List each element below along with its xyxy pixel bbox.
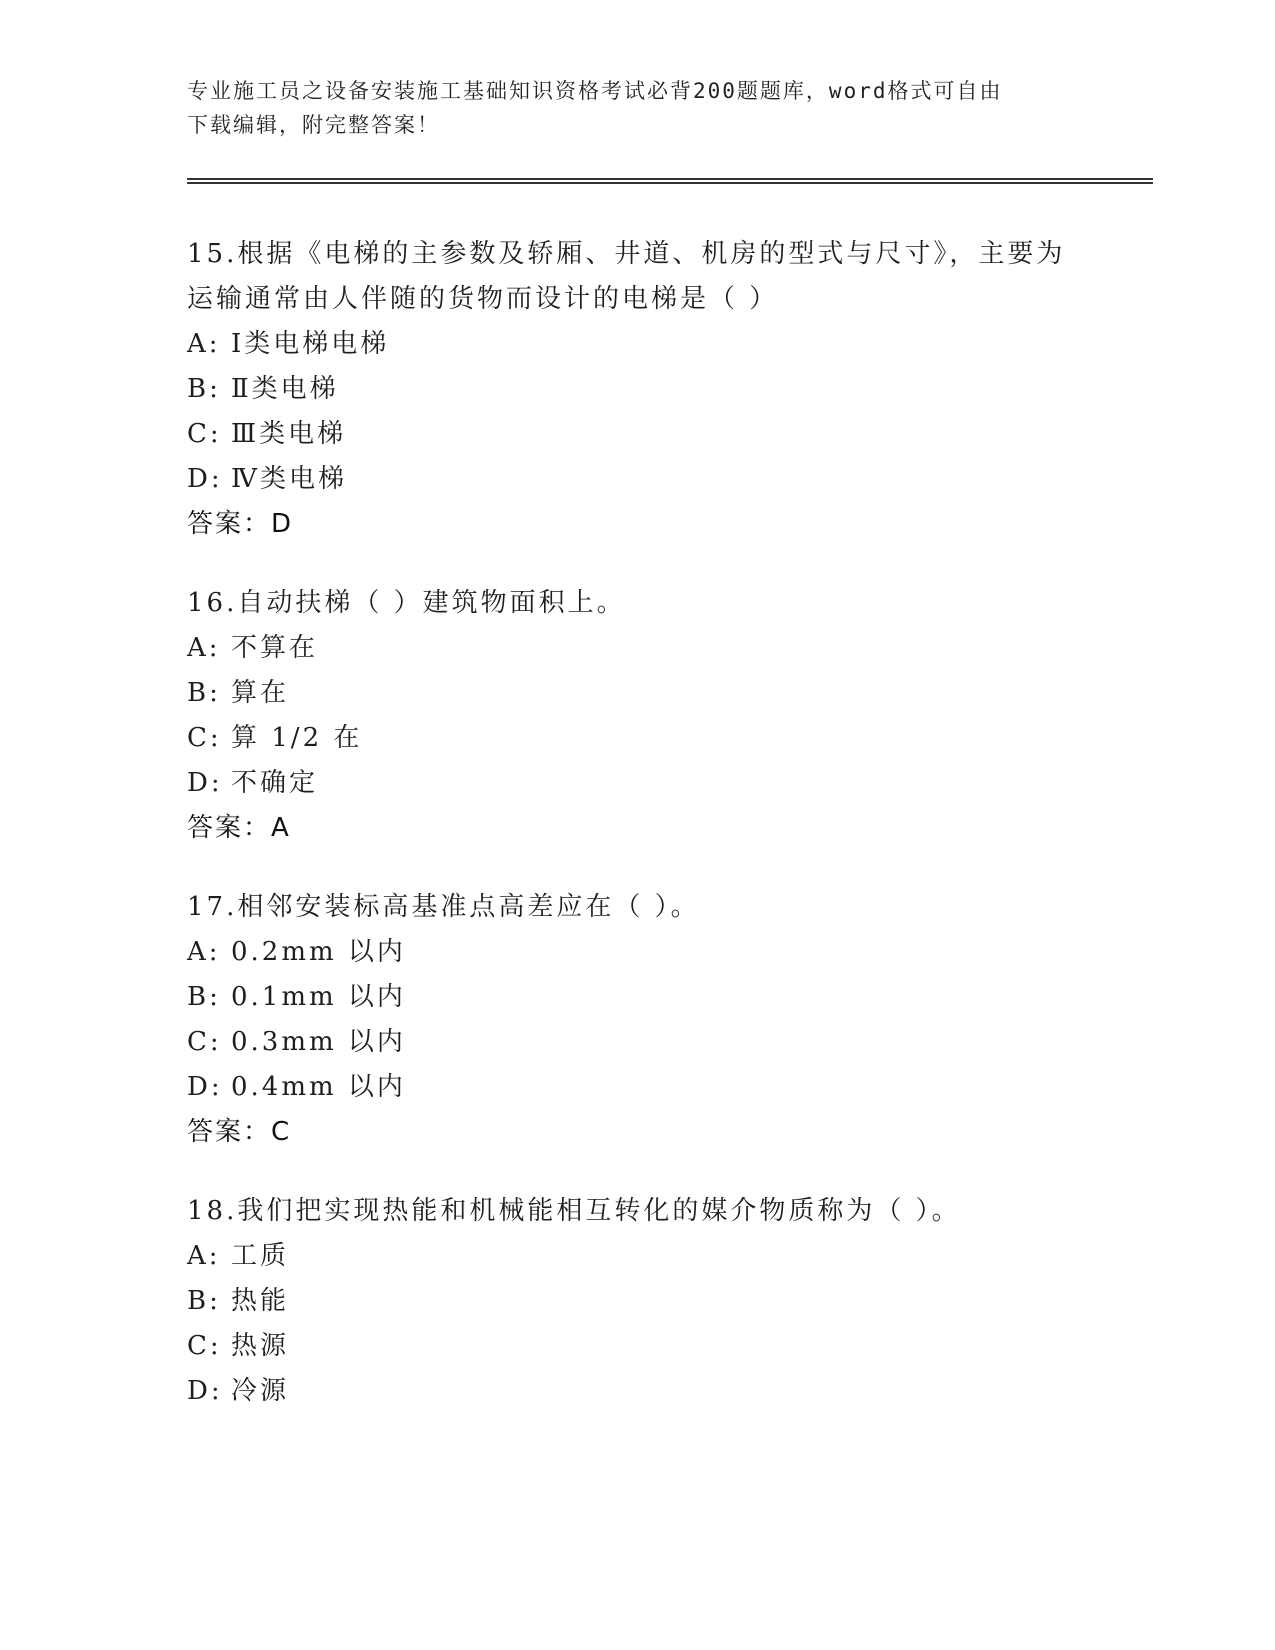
option-c (187, 1324, 1117, 1369)
option-text: 工质 (231, 1241, 290, 1271)
option-a (187, 626, 1117, 671)
question-list (187, 232, 1117, 1448)
option-key: D: (187, 464, 223, 494)
option-c (187, 716, 1117, 761)
option-text: 不算在 (231, 633, 319, 663)
option-a (187, 322, 1117, 367)
option-key: C: (187, 1027, 222, 1057)
option-text: 热源 (231, 1331, 290, 1361)
answer-line: 答案：D (187, 509, 294, 539)
option-text: 算 1/2 在 (231, 723, 363, 753)
option-text: 0.3mm 以内 (231, 1027, 406, 1057)
option-key: A: (187, 1241, 221, 1271)
option-key: C: (187, 723, 222, 753)
option-text: Ⅱ类电梯 (231, 374, 339, 404)
option-text: 算在 (231, 678, 290, 708)
question-stem-line-2: 运输通常由人伴随的货物而设计的电梯是（ ） (187, 284, 779, 314)
header-divider (187, 178, 1153, 184)
option-key: D: (187, 768, 223, 798)
option-text: 热能 (231, 1286, 290, 1316)
option-a (187, 1234, 1117, 1279)
option-text: 0.1mm 以内 (231, 982, 406, 1012)
option-text: Ⅳ类电梯 (231, 464, 347, 494)
question-16 (187, 581, 1117, 851)
question-17 (187, 885, 1117, 1155)
option-b (187, 1279, 1117, 1324)
option-b (187, 975, 1117, 1020)
answer-line: 答案：A (187, 813, 291, 843)
question-stem-line-1: 16.自动扶梯（ ）建筑物面积上。 (187, 588, 626, 618)
header-line-1: 专业施工员之设备安装施工基础知识资格考试必背200题题库，word格式可自由 (187, 79, 1003, 103)
option-text: Ⅰ类电梯电梯 (231, 329, 390, 359)
option-key: B: (187, 982, 221, 1012)
option-d (187, 457, 1117, 502)
option-text: 不确定 (231, 768, 319, 798)
question-stem-line-1: 18.我们把实现热能和机械能相互转化的媒介物质称为（ ）。 (187, 1196, 961, 1226)
header-line-2: 下载编辑，附完整答案！ (187, 113, 440, 137)
document-header (187, 74, 1067, 142)
question-stem (187, 885, 1117, 930)
option-c (187, 1020, 1117, 1065)
question-stem (187, 581, 1117, 626)
option-d (187, 1065, 1117, 1110)
question-18 (187, 1189, 1117, 1414)
option-key: C: (187, 1331, 222, 1361)
option-text: 0.2mm 以内 (231, 937, 406, 967)
option-d (187, 761, 1117, 806)
question-stem (187, 1189, 1117, 1234)
option-key: A: (187, 633, 221, 663)
option-key: B: (187, 678, 221, 708)
option-key: B: (187, 1286, 221, 1316)
option-key: D: (187, 1072, 223, 1102)
option-b (187, 671, 1117, 716)
question-15 (187, 232, 1117, 547)
answer-line: 答案：C (187, 1117, 292, 1147)
option-d (187, 1369, 1117, 1414)
question-stem-line-1: 15.根据《电梯的主参数及轿厢、井道、机房的型式与尺寸》，主要为 (187, 239, 1066, 269)
question-stem-line-1: 17.相邻安装标高基准点高差应在（ ）。 (187, 892, 700, 922)
question-stem (187, 232, 1117, 322)
option-key: A: (187, 937, 221, 967)
option-key: A: (187, 329, 221, 359)
option-key: B: (187, 374, 221, 404)
option-key: C: (187, 419, 222, 449)
option-c (187, 412, 1117, 457)
option-key: D: (187, 1376, 223, 1406)
option-a (187, 930, 1117, 975)
option-text: 0.4mm 以内 (231, 1072, 406, 1102)
option-text: 冷源 (231, 1376, 290, 1406)
option-b (187, 367, 1117, 412)
option-text: Ⅲ类电梯 (231, 419, 347, 449)
